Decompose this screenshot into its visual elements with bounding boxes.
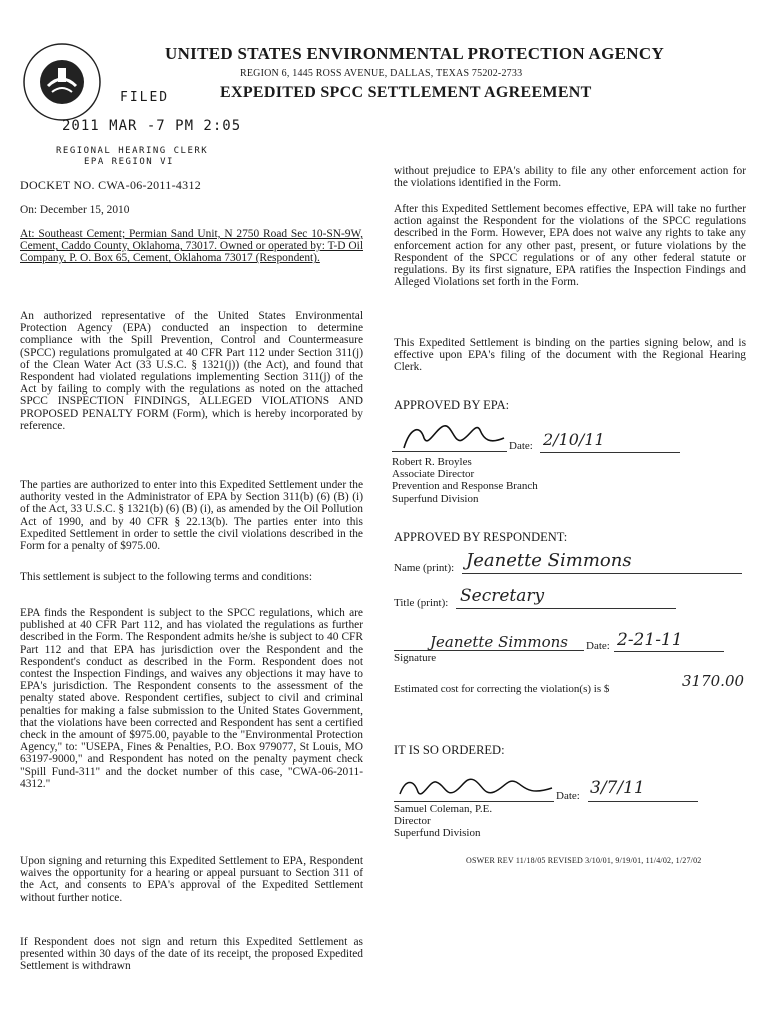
order-date-handwritten: 3/7/11 bbox=[590, 778, 645, 798]
epa-seal-logo bbox=[22, 42, 102, 122]
document-title: EXPEDITED SPCC SETTLEMENT AGREEMENT bbox=[220, 84, 592, 101]
paragraph-prejudice: without prejudice to EPA's ability to file any other enforcement action for the violations identified in the Form. bbox=[394, 165, 746, 190]
epa-date-label: Date: bbox=[509, 440, 533, 452]
paragraph-effective: After this Expedited Settlement becomes effective, EPA will take no further action against the Respondent for the violations of the SPCC regulations described in the Form. However, EPA does not waive any rights to take any enforcement action for any other past, present, or future violations by the Respondent of the SPCC regulations or of any other federal statute or regulations. By its first signature, EPA ratifies the Inspection Findings and Alleged Violations set forth in the Form. bbox=[394, 203, 746, 289]
clerk-stamp-line: EPA REGION VI bbox=[84, 157, 174, 167]
director-signature-scribble bbox=[396, 772, 556, 802]
estimated-cost-label: Estimated cost for correcting the violation(s) is $ bbox=[394, 683, 610, 695]
epa-signature-scribble bbox=[400, 418, 510, 454]
inspection-date bbox=[20, 204, 363, 216]
name-print-line bbox=[462, 573, 742, 574]
paragraph-terms-intro: This settlement is subject to the following terms and conditions: bbox=[20, 571, 313, 583]
paragraph-binding: This Expedited Settlement is binding on the parties signing below, and is effective upon EPA's filing of the document with the Regional Hearing Clerk. bbox=[394, 337, 746, 374]
title-print-handwritten: Secretary bbox=[460, 586, 545, 606]
epa-signatory-division: Superfund Division bbox=[392, 492, 479, 505]
clerk-stamp-line: REGIONAL HEARING CLERK bbox=[56, 146, 209, 156]
title-print-line bbox=[456, 608, 676, 609]
approved-by-respondent-label: APPROVED BY RESPONDENT: bbox=[394, 530, 568, 544]
so-ordered-label: IT IS SO ORDERED: bbox=[394, 743, 505, 757]
respondent-date-handwritten: 2-21-11 bbox=[617, 630, 683, 650]
agency-name: UNITED STATES ENVIRONMENTAL PROTECTION AGENCY bbox=[165, 44, 665, 63]
director-signature-line bbox=[394, 801, 554, 802]
order-date-line bbox=[588, 801, 698, 802]
paragraph-waiver: Upon signing and returning this Expedited Settlement to EPA, Respondent waives the opportunity for a hearing or appeal pursuant to Section 311 of the Act, and consents to EPA's approval of the Expedited Settlement without further notice. bbox=[20, 855, 363, 904]
director-name: Samuel Coleman, P.E. bbox=[394, 803, 493, 815]
respondent-date-label: Date: bbox=[586, 640, 610, 652]
approved-by-epa-label: APPROVED BY EPA: bbox=[394, 398, 510, 412]
paragraph-inspection: An authorized representative of the United States Environmental Protection Agency (EPA) conducted an inspection to determine compliance with the Spill Prevention, Control and Countermeasure (SPCC) regulations promulgated at 40 CFR Part 112 under Section 311(j) of the Clean Water Act (33 U.S.C. § 1321(j)) (the Act), and found that Respondent had violated regulations implementing Section 311(j) of the Act by failing to comply with the regulations as noted on the attached SPCC INSPECTION FINDINGS, ALLEGED VIOLATIONS AND PROPOSED PENALTY FORM (Form), which is hereby incorporated by reference. bbox=[20, 310, 363, 432]
signature-label: Signature bbox=[394, 652, 437, 664]
estimated-cost-handwritten: 3170.00 bbox=[682, 672, 745, 690]
filed-stamp-date: 2011 MAR -7 PM 2:05 bbox=[62, 118, 242, 134]
paragraph-findings: EPA finds the Respondent is subject to the SPCC regulations, which are published at 40 CFR Part 112, and has violated the regulations as further described in the Form. The Respondent admits he/she is subject to 40 CFR Part 112 and that EPA has jurisdiction over the Respondent and the Respondent's conduct as described in the Form. Respondent does not contest the Inspection Findings, and waives any objections it may have to EPA's jurisdiction. The Respondent consents to the assessment of the penalty stated above. Respondent certifies, subject to civil and criminal penalties for making a false submission to the United States Government, that the violations have been corrected and Respondent has sent a certified check in the amount of $975.00, payable to the "Environmental Protection Agency," to: "USEPA, Fines & Penalties, P.O. Box 979077, St Louis, MO 63197-9000," and Respondent has noted on the penalty payment check "Spill Fund-311" and the docket number of this case, "CWA-06-2011-4312." bbox=[20, 607, 363, 790]
inspection-date-text: On: December 15, 2010 bbox=[20, 204, 130, 216]
filed-stamp: FILED bbox=[120, 90, 170, 105]
epa-date-handwritten: 2/10/11 bbox=[543, 430, 605, 449]
respondent-date-line bbox=[614, 651, 724, 652]
epa-signature-line bbox=[392, 451, 507, 452]
paragraph-withdrawal: If Respondent does not sign and return this Expedited Settlement as presented within 30 days of the date of its receipt, the proposed Expedited Settlement is withdrawn bbox=[20, 936, 363, 973]
name-print-handwritten: Jeanette Simmons bbox=[466, 550, 632, 571]
title-print-label: Title (print): bbox=[394, 597, 449, 609]
respondent-signature-handwritten: Jeanette Simmons bbox=[430, 633, 568, 651]
epa-signatory-title: Associate Director bbox=[392, 468, 475, 481]
name-print-label: Name (print): bbox=[394, 562, 455, 574]
docket-number: DOCKET NO. CWA-06-2011-4312 bbox=[20, 178, 202, 192]
paragraph-authority: The parties are authorized to enter into this Expedited Settlement under the authority vested in the Administrator of EPA by Section 311(b) (6) (B) (i) of the Act, 33 U.S.C. § 1321(b) (6) (B) (i), as amended by the Oil Pollution Act of 1990, and by 40 CFR § 22.13(b). The parties enter into this Expedited Settlement in order to settle the civil violations described in the Form for a penalty of $975.00. bbox=[20, 479, 363, 553]
epa-signatory-name: Robert R. Broyles bbox=[392, 456, 472, 468]
form-revision-code: OSWER REV 11/18/05 REVISED 3/10/01, 9/19/01, 11/4/02, 1/27/02 bbox=[466, 856, 702, 865]
director-division: Superfund Division bbox=[394, 827, 481, 840]
respondent-signature-line bbox=[394, 650, 584, 651]
clerk-stamp bbox=[56, 146, 208, 168]
facility-location: At: Southeast Cement; Permian Sand Unit, N 2750 Road Sec 10-SN-9W, Cement, Caddo County, Oklahoma, 73017. Owned or operated by: T-D Oil Company, P. O. Box 65, Cement, Oklahoma 73017 (Respondent). bbox=[20, 228, 363, 265]
agency-address: REGION 6, 1445 ROSS AVENUE, DALLAS, TEXAS 75202-2733 bbox=[240, 68, 523, 79]
director-block bbox=[394, 803, 492, 840]
epa-signatory-branch: Prevention and Response Branch bbox=[392, 480, 538, 493]
order-date-label: Date: bbox=[556, 790, 580, 802]
director-title: Director bbox=[394, 815, 431, 828]
epa-date-line bbox=[540, 452, 680, 453]
epa-signatory-block bbox=[392, 456, 538, 505]
